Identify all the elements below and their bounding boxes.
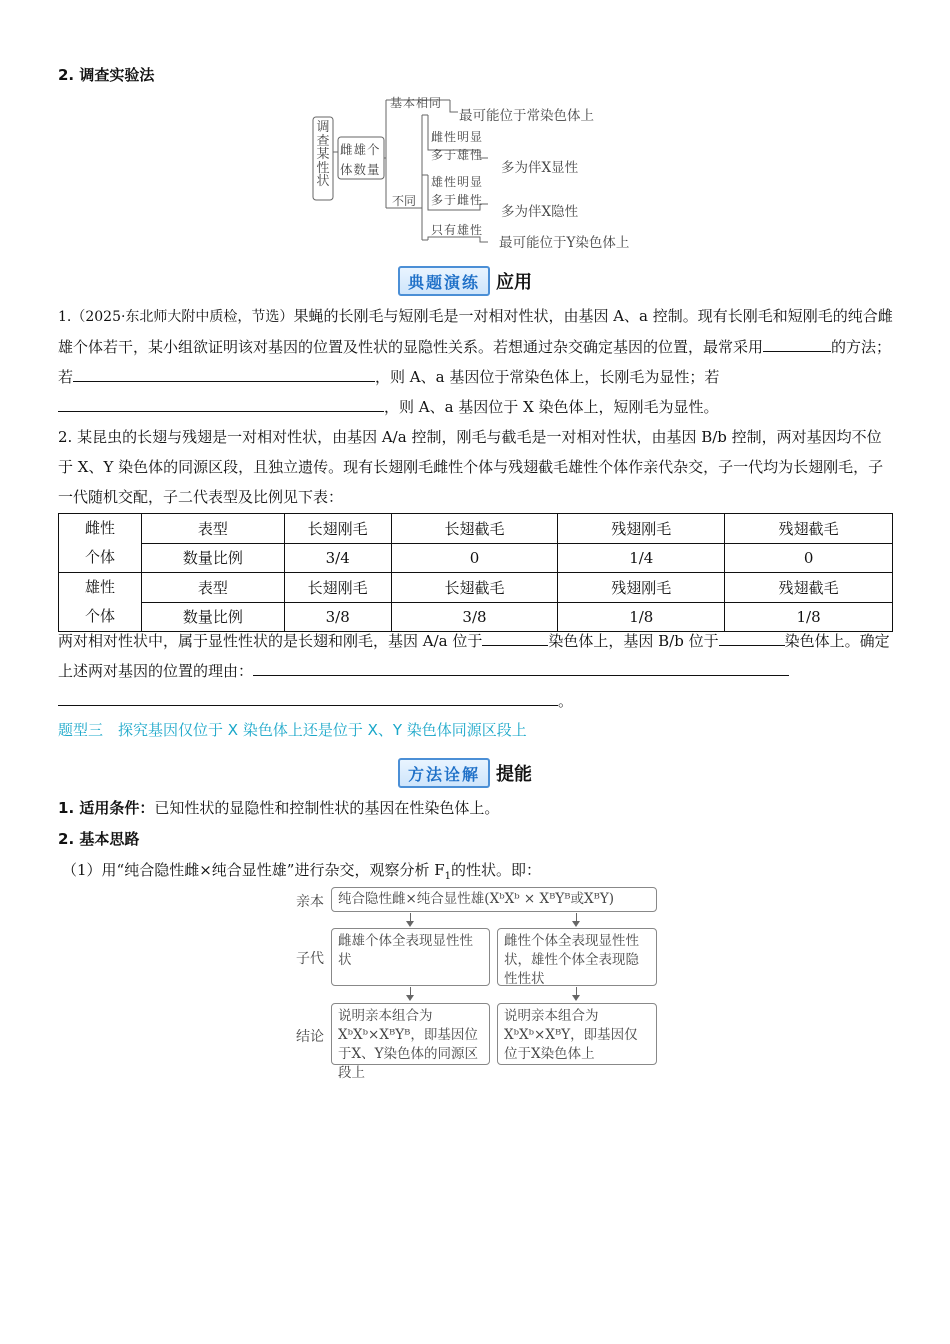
table-cell: 3/4 [284,543,391,573]
flow-parent-box: 纯合隐性雌×纯合显性雄(XᵇXᵇ × XᴮYᴮ或XᴮY) [331,887,657,912]
section-badge [398,759,532,787]
flow-arrow-head [572,921,580,927]
flow-label: 亲本 [296,894,324,910]
tree-same: 基本相同 [390,96,443,110]
tree-node: 雌雄个体数量 [340,142,381,177]
question-2-answer: 两对相对性状中，属于显性性状的是长翅和刚毛，基因 A/a 位于 染色体上，基因 B/b 位于 染色体上。确定上述两对基因的位置的理由：。 [58,626,894,716]
table-cell: 残翅刚毛 [558,573,725,603]
flow-label: 子代 [296,951,324,967]
tree-diff: 不同 [392,194,417,208]
flow-child-left: 雌雄个体全表现显性性状 [331,928,490,986]
table-cell: 数量比例 [141,543,284,573]
type-title: 题型三 探究基因仅位于 X 染色体上还是位于 X、Y 染色体同源区段上 [58,721,527,739]
answer-blank[interactable] [58,393,384,412]
flow-child-right: 雌性个体全表现显性性状，雄性个体全表现隐性性状 [497,928,657,986]
table-row [59,514,893,544]
tree-root: 调查某性状 [316,120,330,189]
table-cell: 雌性个体 [59,514,142,573]
table-cell: 长翅截毛 [391,514,558,544]
method-item: 2. 基本思路 [58,830,140,848]
answer-blank[interactable] [763,333,831,352]
answer-blank[interactable] [719,627,785,646]
table-cell: 雄性个体 [59,573,142,632]
tree-branch-cond: 只有雄性 [431,223,484,237]
table-cell: 长翅刚毛 [284,514,391,544]
table-cell: 残翅截毛 [725,573,893,603]
flow-arrow-head [406,921,414,927]
table-cell: 0 [725,543,893,573]
table-cell: 残翅刚毛 [558,514,725,544]
answer-blank[interactable] [73,363,375,382]
badge-suffix: 应用 [496,272,533,293]
answer-blank[interactable] [253,657,789,676]
table-cell: 1/4 [558,543,725,573]
table-cell: 表型 [141,573,284,603]
badge-label: 方法诠解 [398,758,490,788]
flow-conclusion-right: 说明亲本组合为XᵇXᵇ×XᴮY，即基因仅位于X染色体上 [497,1003,657,1065]
question-1: 1.（2025·东北师大附中质检，节选）果蝇的长刚毛与短刚毛是一对相对性状，由基因 A、a 控制。现有长刚毛和短刚毛的纯合雌雄个体若干，某小组欲证明该对基因的位置及性状的显隐性关系。若想通过杂交确定基因的位置，最常采用 的方法；若 ，则 A、a 基因位于常染色体上，长刚毛为显性；若，则 A、a 基因位于 X 染色体上，短刚毛为显性。 [58,307,893,416]
tree-branch-cond: 雌性明显 多于雄性 [431,130,484,162]
method-item: 1. 适用条件：已知性状的显隐性和控制性状的基因在性染色体上。 [58,799,500,817]
tree-branch-cond: 雄性明显 多于雌性 [431,175,484,207]
table-cell: 残翅截毛 [725,514,893,544]
table-row [59,543,893,573]
table-cell: 表型 [141,514,284,544]
badge-suffix: 提能 [496,764,533,785]
table-cell: 长翅截毛 [391,573,558,603]
question-2: 2. 某昆虫的长翅与残翅是一对相对性状，由基因 A/a 控制，刚毛与截毛是一对相对性状，由基因 B/b 控制，两对基因均不位于 X、Y 染色体的同源区段，且独立遗传。现有长翅刚毛雌性个体与残翅截毛雄性个体作亲代杂交，子一代均为长翅刚毛，子一代随机交配，子二代表型及比例见下表： [58,428,884,506]
table-cell: 1/8 [558,602,725,632]
flow-conclusion-left: 说明亲本组合为XᵇXᵇ×XᴮYᴮ，即基因位于X、Y染色体的同源区段上 [331,1003,490,1065]
badge-label: 典题演练 [398,266,490,296]
flow-arrow-head [572,995,580,1001]
ratio-table [58,513,893,632]
tree-branch-result: 多为伴X显性 [501,160,579,176]
table-row [59,573,893,603]
tree-same-result: 最可能位于常染色体上 [459,108,594,124]
table-cell: 3/8 [284,602,391,632]
table-cell: 0 [391,543,558,573]
flow-label: 结论 [296,1029,324,1045]
table-cell: 数量比例 [141,602,284,632]
table-cell: 3/8 [391,602,558,632]
answer-blank[interactable] [482,627,548,646]
tree-branch-result: 多为伴X隐性 [501,204,579,220]
tree-branch-result: 最可能位于Y染色体上 [499,235,630,251]
table-cell: 1/8 [725,602,893,632]
table-cell: 长翅刚毛 [284,573,391,603]
section-title: 2. 调查实验法 [58,66,155,84]
answer-blank[interactable] [58,687,558,706]
section-badge [398,267,532,295]
method-step: （1）用“纯合隐性雌×纯合显性雄”进行杂交，观察分析 $F_1$的性状。即： [62,861,542,882]
flow-arrow-head [406,995,414,1001]
